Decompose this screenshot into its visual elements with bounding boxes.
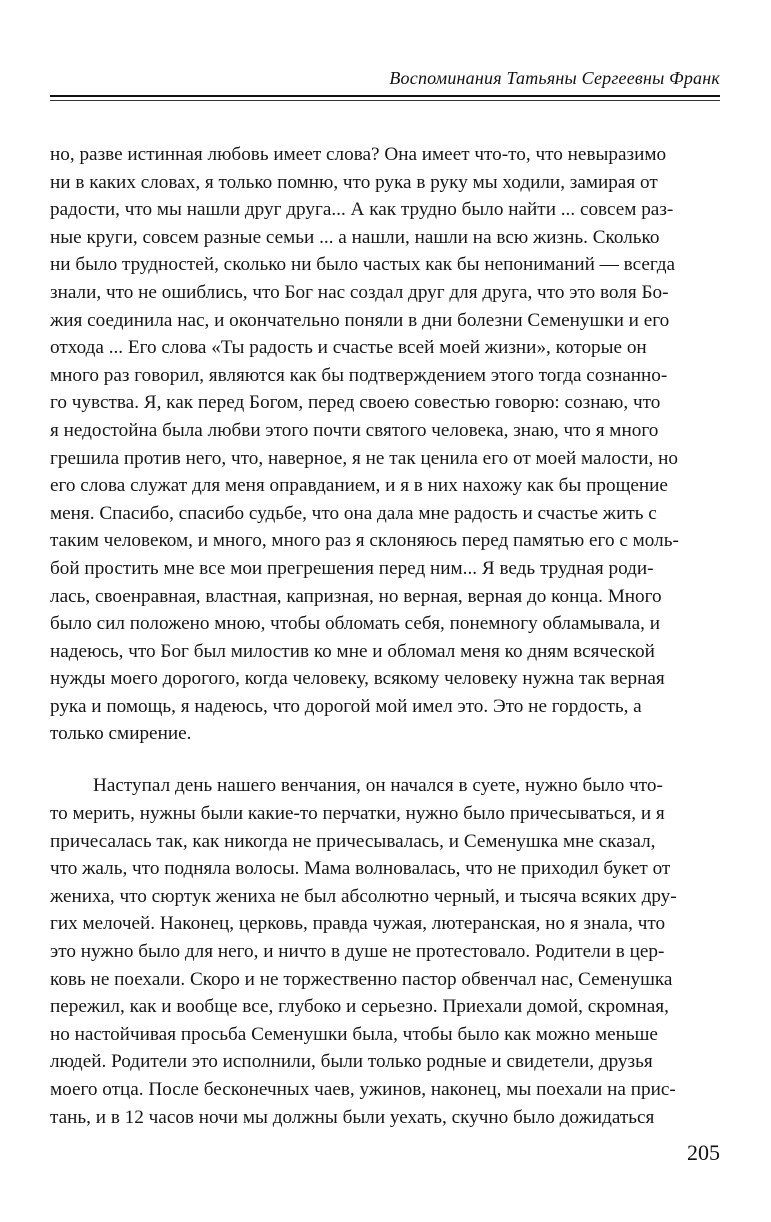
text-line: много раз говорил, являются как бы подтверждением этого тогда сознанно- (50, 364, 668, 386)
header-rule-thin (50, 100, 720, 101)
text-line: лась, своенравная, властная, капризная, но верная, верная до конца. Много (50, 585, 662, 607)
text-line: жия соединила нас, и окончательно поняли в дни болезни Семенушки и его (50, 309, 670, 331)
text-line: ные круги, совсем разные семьи ... а нашли, нашли на всю жизнь. Сколько (50, 226, 660, 248)
text-line: рука и помощь, я надеюсь, что дорогой мой имел это. Это не гордость, а (50, 695, 642, 717)
text-line: это нужно было для него, и ничто в душе не протестовало. Родители в цер- (50, 941, 665, 963)
text-line: то мерить, нужны были какие-то перчатки, нужно было причесываться, и я (50, 803, 665, 825)
text-line: радости, что мы нашли друг друга... А как трудно было найти ... совсем раз- (50, 199, 674, 221)
text-line: пережил, как и вообще все, глубоко и серьезно. Приехали домой, скромная, (50, 996, 669, 1018)
text-line: надеюсь, что Бог был милостив ко мне и обломал меня ко дням всяческой (50, 640, 655, 662)
text-line: ковь не поехали. Скоро и не торжественно пастор обвенчал нас, Семенушка (50, 968, 673, 990)
text-line: людей. Родители это исполнили, были только родные и свидетели, друзья (50, 1051, 653, 1073)
paragraph-1 (50, 141, 720, 748)
running-head-title: Воспоминания Татьяны Сергеевны Франк (389, 68, 720, 88)
text-line: его слова служат для меня оправданием, и я в них нахожу как бы прощение (50, 475, 668, 497)
text-line: ни было трудностей, сколько ни было частых как бы непониманий — всегда (50, 254, 676, 276)
text-line: бой простить мне все мои прегрешения перед ним... Я ведь трудная роди- (50, 557, 654, 579)
text-line: причесалась так, как никогда не причесывалась, и Семенушка мне сказал, (50, 830, 656, 852)
page-number: 205 (687, 1140, 720, 1165)
text-line: грешила против него, что, наверное, я не так ценила его от моей малости, но (50, 447, 679, 469)
text-line: что жаль, что подняла волосы. Мама волновалась, что не приходил букет от (50, 858, 671, 880)
text-line: нужды моего дорогого, когда человеку, всякому человеку нужна так верная (50, 668, 665, 690)
text-line: Наступал день нашего венчания, он начался в суете, нужно было что- (93, 775, 663, 797)
text-line: моего отца. После бесконечных чаев, ужинов, наконец, мы поехали на прис- (50, 1078, 676, 1100)
text-line: го чувства. Я, как перед Богом, перед своею совестью говорю: сознаю, что (50, 392, 661, 414)
text-line: ни в каких словах, я только помню, что рука в руку мы ходили, замирая от (50, 171, 658, 193)
text-line: меня. Спасибо, спасибо судьбе, что она дала мне радость и счастье жить с (50, 502, 657, 524)
text-line: я недостойна была любви этого почти святого человека, знаю, что я много (50, 419, 659, 441)
text-line: но, разве истинная любовь имеет слова? Она имеет что-то, что невыразимо (50, 144, 667, 165)
text-line: было сил положено мною, чтобы обломать себя, понемногу обламывала, и (50, 613, 660, 635)
text-line: тань, и в 12 часов ночи мы должны были уехать, скучно было дожидаться (50, 1106, 655, 1128)
body-text (50, 141, 720, 1131)
header-rule-thick (50, 95, 720, 97)
paragraph-2 (50, 772, 720, 1131)
text-line: но настойчивая просьба Семенушки была, чтобы было как можно меньше (50, 1023, 658, 1045)
text-line: таким человеком, и много, много раз я склоняюсь перед памятью его с моль- (50, 530, 679, 552)
text-line: жениха, что сюртук жениха не был абсолютно черный, и тысяча всяких дру- (50, 885, 677, 907)
text-line: только смирение. (50, 723, 192, 745)
text-line: отхода ... Его слова «Ты радость и счастье всей моей жизни», которые он (50, 337, 647, 359)
text-line: гих мелочей. Наконец, церковь, правда чужая, лютеранская, но я знала, что (50, 913, 666, 935)
text-line: знали, что не ошиблись, что Бог нас создал друг для друга, что это воля Бо- (50, 281, 669, 303)
